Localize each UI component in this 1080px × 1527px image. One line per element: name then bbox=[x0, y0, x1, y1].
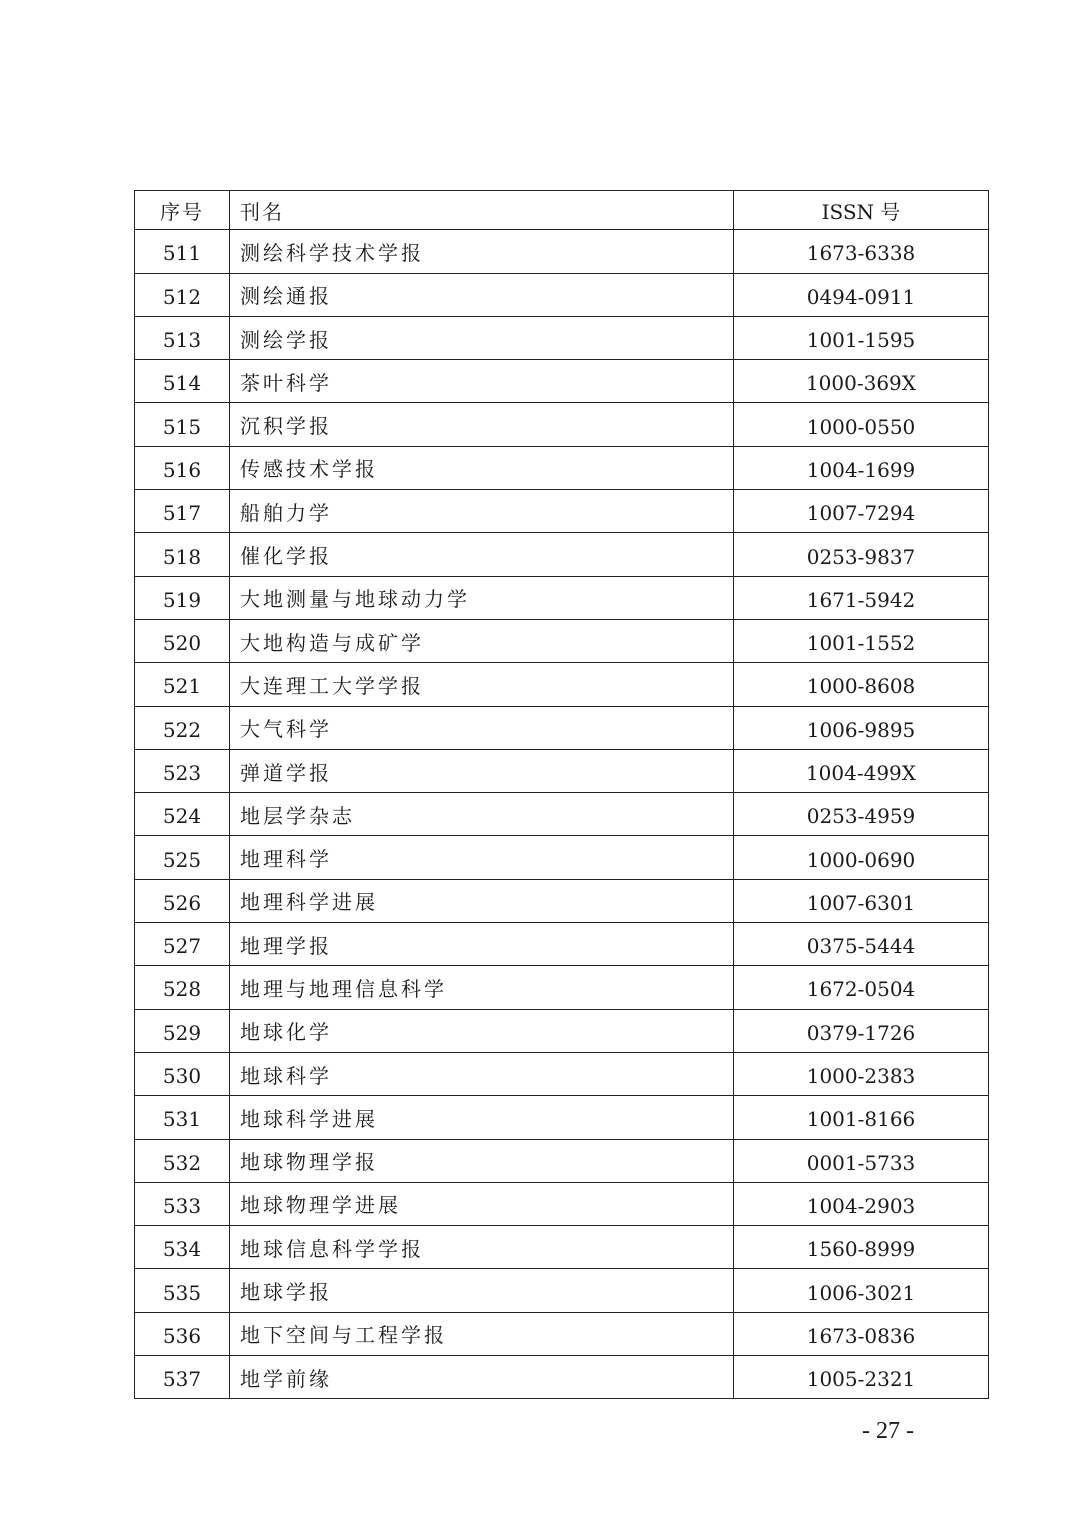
issn-cell: 1004-499X bbox=[734, 749, 989, 792]
issn-cell: 1673-6338 bbox=[734, 230, 989, 273]
issn-cell: 1671-5942 bbox=[734, 576, 989, 619]
table-row bbox=[135, 619, 989, 662]
table-row bbox=[135, 923, 989, 966]
serial-number-cell: 517 bbox=[135, 490, 230, 533]
issn-cell: 0375-5444 bbox=[734, 923, 989, 966]
journal-name-cell: 地理科学 bbox=[230, 836, 734, 879]
table-row bbox=[135, 749, 989, 792]
journal-name-cell: 地理与地理信息科学 bbox=[230, 966, 734, 1009]
table-row bbox=[135, 879, 989, 922]
table-row bbox=[135, 1139, 989, 1182]
table-row bbox=[135, 1226, 989, 1269]
journal-name-cell: 测绘学报 bbox=[230, 316, 734, 359]
issn-cell: 1001-8166 bbox=[734, 1096, 989, 1139]
serial-number-cell: 522 bbox=[135, 706, 230, 749]
issn-cell: 1000-0690 bbox=[734, 836, 989, 879]
table-row bbox=[135, 1009, 989, 1052]
issn-cell: 1006-3021 bbox=[734, 1269, 989, 1312]
journal-name-cell: 沉积学报 bbox=[230, 403, 734, 446]
table-row bbox=[135, 1182, 989, 1225]
serial-number-cell: 524 bbox=[135, 793, 230, 836]
serial-number-cell: 531 bbox=[135, 1096, 230, 1139]
serial-number-cell: 512 bbox=[135, 273, 230, 316]
table-header-row bbox=[135, 191, 989, 230]
table-row bbox=[135, 1096, 989, 1139]
journal-name-cell: 大地构造与成矿学 bbox=[230, 619, 734, 662]
table-row bbox=[135, 230, 989, 273]
journal-name-cell: 地球学报 bbox=[230, 1269, 734, 1312]
table-row bbox=[135, 836, 989, 879]
table-row bbox=[135, 1312, 989, 1355]
serial-number-cell: 515 bbox=[135, 403, 230, 446]
header-issn: ISSN 号 bbox=[734, 191, 989, 230]
table-row bbox=[135, 966, 989, 1009]
serial-number-cell: 520 bbox=[135, 619, 230, 662]
issn-cell: 0494-0911 bbox=[734, 273, 989, 316]
issn-cell: 0253-4959 bbox=[734, 793, 989, 836]
issn-cell: 1004-1699 bbox=[734, 446, 989, 489]
table-row bbox=[135, 273, 989, 316]
serial-number-cell: 532 bbox=[135, 1139, 230, 1182]
journal-name-cell: 测绘通报 bbox=[230, 273, 734, 316]
table-row bbox=[135, 706, 989, 749]
journal-name-cell: 地球科学进展 bbox=[230, 1096, 734, 1139]
table-row bbox=[135, 576, 989, 619]
journal-name-cell: 地理科学进展 bbox=[230, 879, 734, 922]
journal-name-cell: 地下空间与工程学报 bbox=[230, 1312, 734, 1355]
table-row bbox=[135, 446, 989, 489]
table-row bbox=[135, 490, 989, 533]
serial-number-cell: 533 bbox=[135, 1182, 230, 1225]
serial-number-cell: 534 bbox=[135, 1226, 230, 1269]
issn-cell: 1000-0550 bbox=[734, 403, 989, 446]
issn-cell: 1000-8608 bbox=[734, 663, 989, 706]
serial-number-cell: 535 bbox=[135, 1269, 230, 1312]
journal-name-cell: 地球化学 bbox=[230, 1009, 734, 1052]
serial-number-cell: 528 bbox=[135, 966, 230, 1009]
journal-name-cell: 船舶力学 bbox=[230, 490, 734, 533]
journal-name-cell: 茶叶科学 bbox=[230, 360, 734, 403]
table-row bbox=[135, 403, 989, 446]
table-row bbox=[135, 1269, 989, 1312]
page-number: - 27 - bbox=[862, 1418, 914, 1444]
table-row bbox=[135, 360, 989, 403]
issn-cell: 1007-7294 bbox=[734, 490, 989, 533]
issn-cell: 1000-369X bbox=[734, 360, 989, 403]
header-serial-number: 序号 bbox=[135, 191, 230, 230]
table-row bbox=[135, 1052, 989, 1095]
table-row bbox=[135, 663, 989, 706]
serial-number-cell: 525 bbox=[135, 836, 230, 879]
serial-number-cell: 537 bbox=[135, 1356, 230, 1399]
issn-cell: 1673-0836 bbox=[734, 1312, 989, 1355]
serial-number-cell: 527 bbox=[135, 923, 230, 966]
issn-cell: 0253-9837 bbox=[734, 533, 989, 576]
issn-cell: 1560-8999 bbox=[734, 1226, 989, 1269]
issn-cell: 1004-2903 bbox=[734, 1182, 989, 1225]
serial-number-cell: 514 bbox=[135, 360, 230, 403]
journal-name-cell: 地球物理学报 bbox=[230, 1139, 734, 1182]
journal-name-cell: 测绘科学技术学报 bbox=[230, 230, 734, 273]
serial-number-cell: 530 bbox=[135, 1052, 230, 1095]
table-row bbox=[135, 316, 989, 359]
table-row bbox=[135, 533, 989, 576]
journal-name-cell: 大地测量与地球动力学 bbox=[230, 576, 734, 619]
table-row bbox=[135, 1356, 989, 1399]
serial-number-cell: 519 bbox=[135, 576, 230, 619]
issn-cell: 1006-9895 bbox=[734, 706, 989, 749]
serial-number-cell: 526 bbox=[135, 879, 230, 922]
journal-name-cell: 地球信息科学学报 bbox=[230, 1226, 734, 1269]
journal-name-cell: 大气科学 bbox=[230, 706, 734, 749]
issn-cell: 1001-1595 bbox=[734, 316, 989, 359]
journal-name-cell: 催化学报 bbox=[230, 533, 734, 576]
issn-cell: 0379-1726 bbox=[734, 1009, 989, 1052]
issn-cell: 0001-5733 bbox=[734, 1139, 989, 1182]
issn-cell: 1001-1552 bbox=[734, 619, 989, 662]
journal-name-cell: 地层学杂志 bbox=[230, 793, 734, 836]
serial-number-cell: 523 bbox=[135, 749, 230, 792]
serial-number-cell: 511 bbox=[135, 230, 230, 273]
journal-name-cell: 大连理工大学学报 bbox=[230, 663, 734, 706]
serial-number-cell: 521 bbox=[135, 663, 230, 706]
journal-name-cell: 地理学报 bbox=[230, 923, 734, 966]
issn-cell: 1000-2383 bbox=[734, 1052, 989, 1095]
issn-cell: 1672-0504 bbox=[734, 966, 989, 1009]
serial-number-cell: 518 bbox=[135, 533, 230, 576]
journal-name-cell: 地学前缘 bbox=[230, 1356, 734, 1399]
journal-table bbox=[134, 190, 989, 1399]
header-journal-name: 刊名 bbox=[230, 191, 734, 230]
journal-name-cell: 弹道学报 bbox=[230, 749, 734, 792]
issn-cell: 1007-6301 bbox=[734, 879, 989, 922]
journal-name-cell: 传感技术学报 bbox=[230, 446, 734, 489]
serial-number-cell: 536 bbox=[135, 1312, 230, 1355]
journal-name-cell: 地球科学 bbox=[230, 1052, 734, 1095]
table-row bbox=[135, 793, 989, 836]
serial-number-cell: 529 bbox=[135, 1009, 230, 1052]
journal-name-cell: 地球物理学进展 bbox=[230, 1182, 734, 1225]
serial-number-cell: 513 bbox=[135, 316, 230, 359]
serial-number-cell: 516 bbox=[135, 446, 230, 489]
issn-cell: 1005-2321 bbox=[734, 1356, 989, 1399]
